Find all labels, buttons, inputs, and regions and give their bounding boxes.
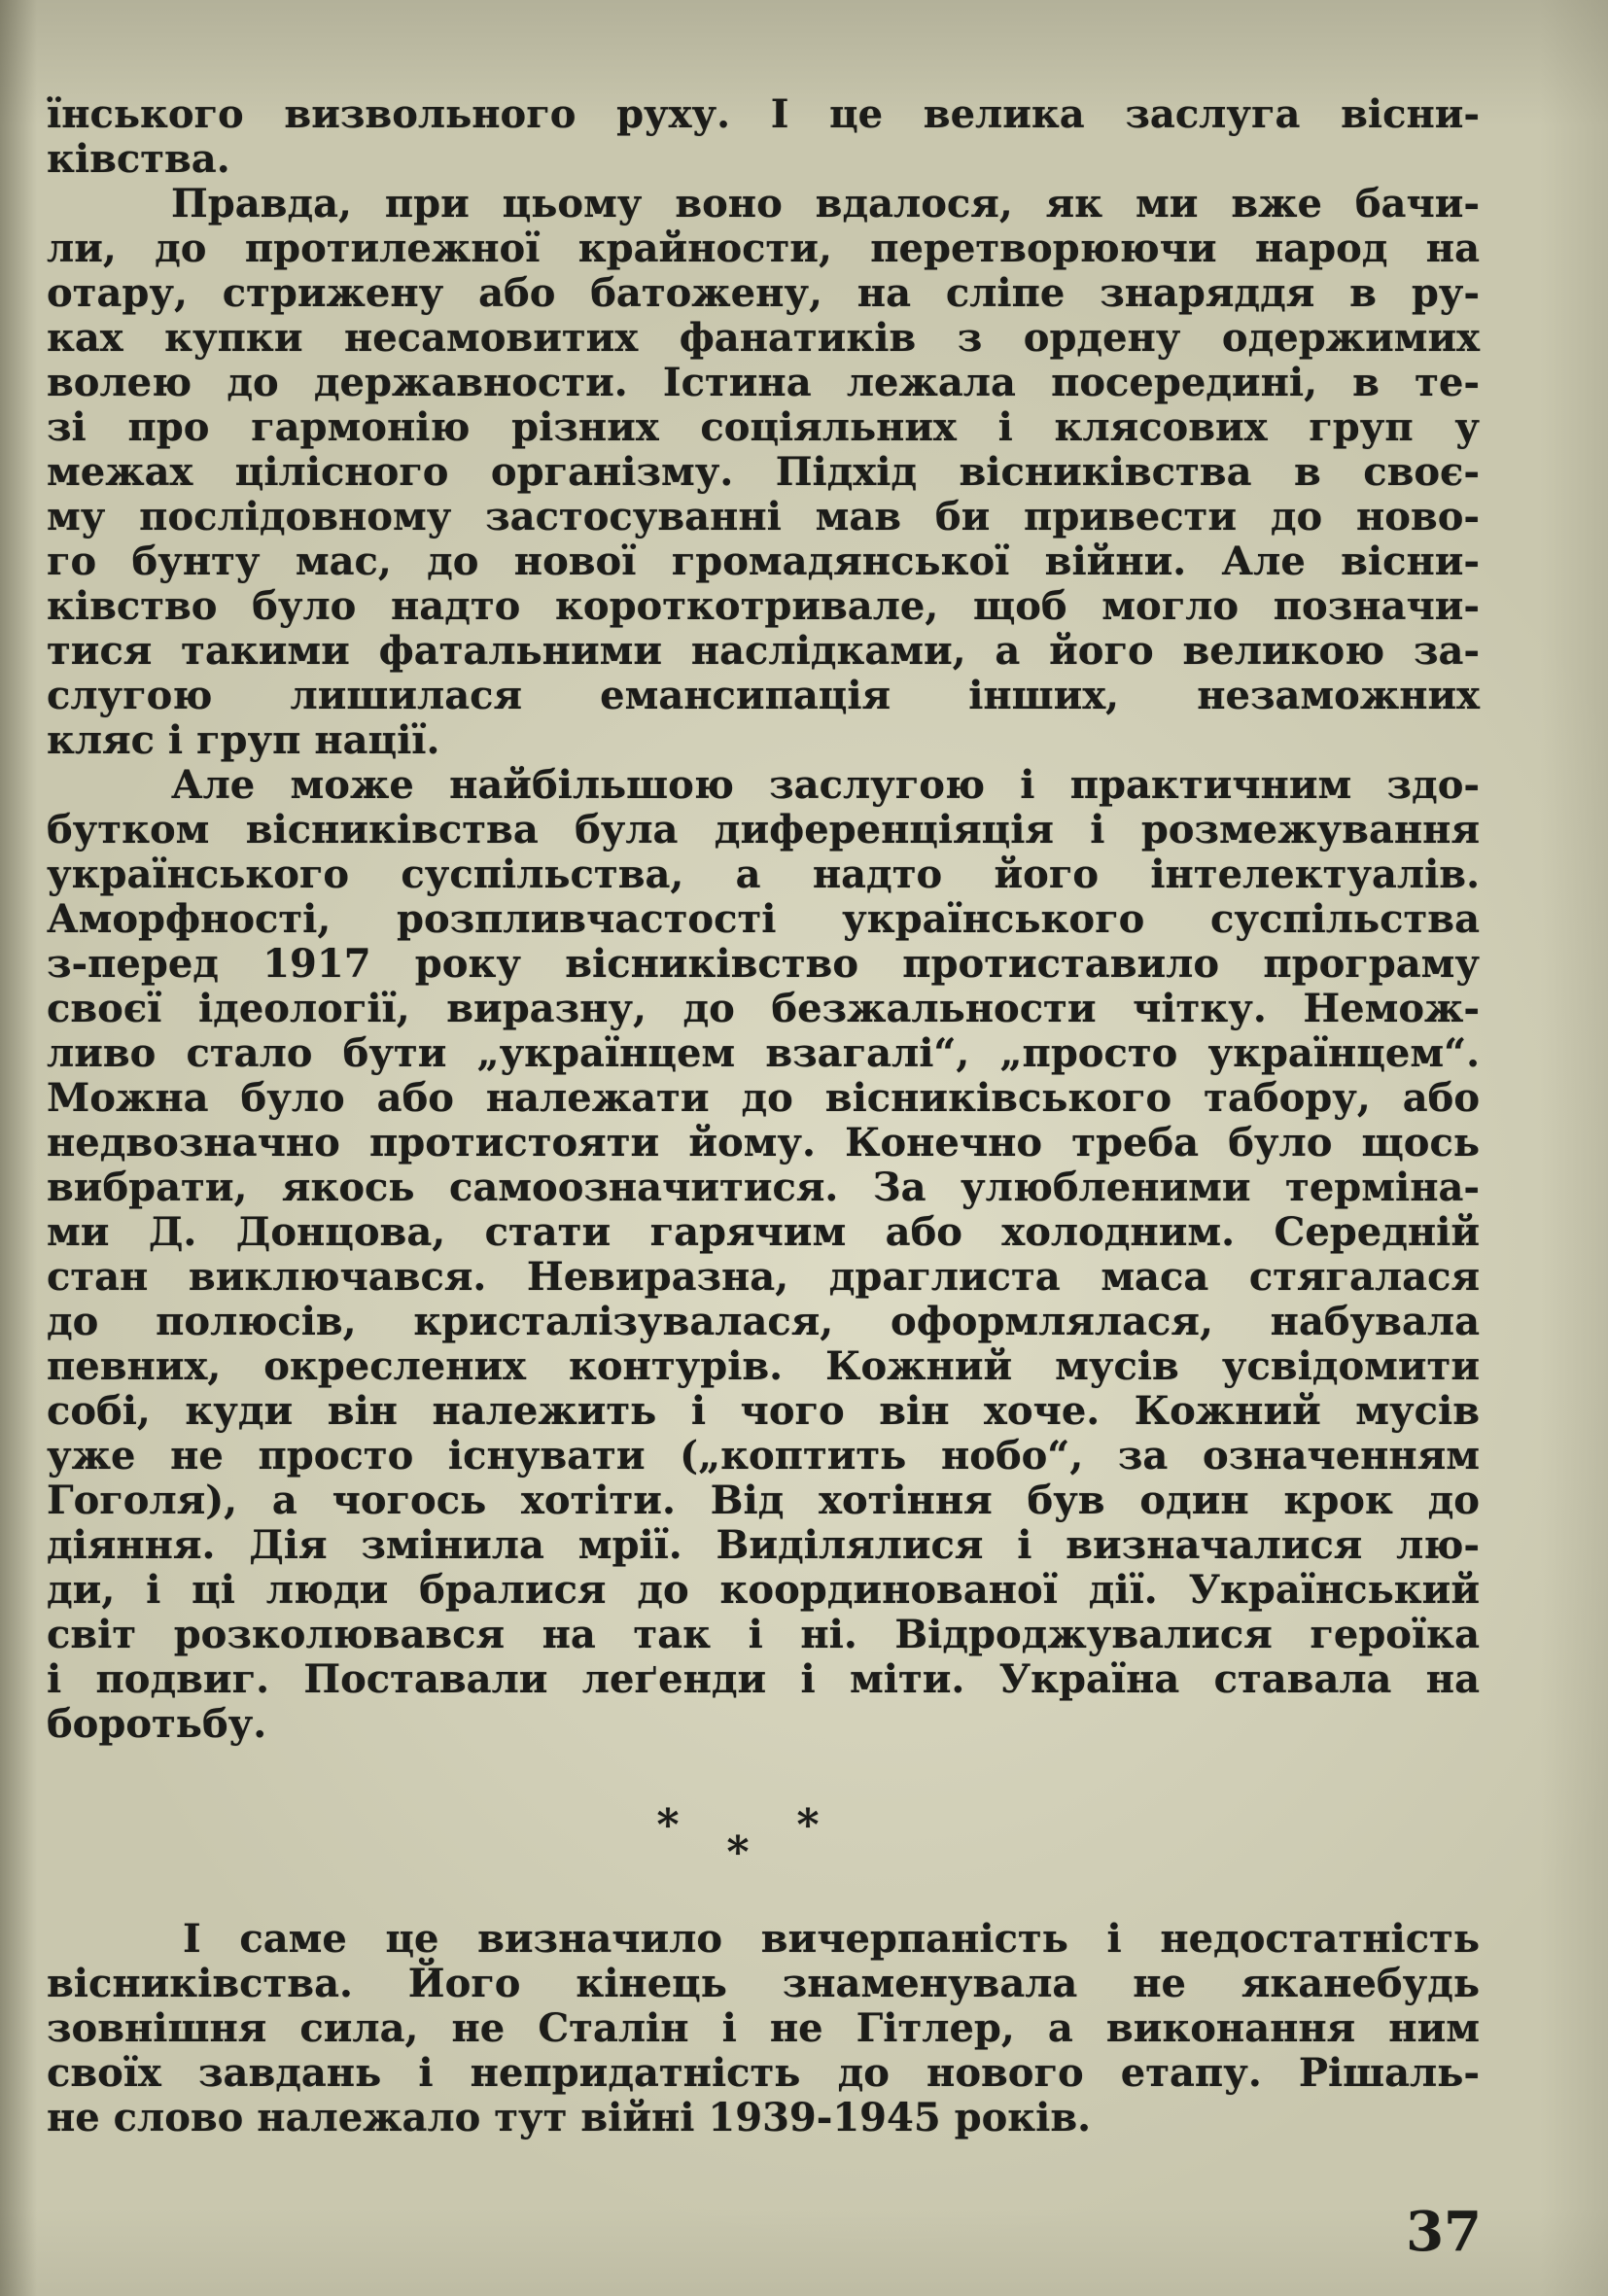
- text-line: до полюсів, кристалізувалася, оформлялася, набувала: [47, 1299, 1480, 1344]
- text-line: Але може найбільшою заслугою і практичним здо-: [171, 762, 1480, 808]
- text-line: стан виключався. Невиразна, драглиста маса стягалася: [47, 1254, 1480, 1300]
- text-line: і подвиг. Поставали леґенди і міти. Україна ставала на: [47, 1656, 1480, 1702]
- text-line: собі, куди він належить і чого він хоче. Кожний мусів: [47, 1388, 1480, 1434]
- text-line: І саме це визначило вичерпаність і недостатність: [183, 1916, 1480, 1962]
- main-text: [47, 92, 1480, 1747]
- text-line: го бунту мас, до нової громадянської війни. Але вісни-: [47, 539, 1480, 584]
- text-line: діяння. Дія змінила мрії. Виділялися і визначалися лю-: [47, 1522, 1480, 1568]
- text-line: ківства.: [47, 136, 230, 182]
- text-line: уже не просто існувати („коптить нобо“, за означенням: [47, 1433, 1480, 1478]
- text-line: зовнішня сила, не Сталін і не Гітлер, а виконання ним: [47, 2005, 1480, 2051]
- text-line: своїх завдань і непридатність до нового етапу. Рішаль-: [47, 2050, 1480, 2096]
- text-line: му послідовному застосуванні мав би привести до ново-: [47, 494, 1480, 539]
- text-line: Правда, при цьому воно вдалося, як ми вже бачи-: [171, 181, 1480, 226]
- asterisk: *: [726, 1827, 750, 1877]
- paragraph-continued: [47, 92, 1480, 182]
- asterisk: *: [656, 1800, 680, 1850]
- text-line: Аморфності, розпливчастості українського суспільства: [47, 896, 1480, 942]
- text-line: бутком вісниківства була диференціяція і розмежування: [47, 807, 1480, 852]
- text-line: Гоголя), а чогось хотіти. Від хотіння був один крок до: [47, 1478, 1480, 1523]
- text-line: з-перед 1917 року вісниківство протиставило програму: [47, 941, 1480, 987]
- text-line: боротьбу.: [47, 1701, 267, 1747]
- closing-text: [47, 1917, 1480, 2140]
- asterisk: *: [796, 1800, 820, 1850]
- text-line: вісниківства. Його кінець знаменувала не яканебудь: [47, 1961, 1480, 2006]
- text-line: вибрати, якось самоозначитися. За улюбленими терміна-: [47, 1165, 1480, 1210]
- paragraph: [47, 1917, 1480, 2140]
- text-line: ми Д. Донцова, стати гарячим або холодним. Середній: [47, 1209, 1480, 1255]
- text-line: не слово належало тут війні 1939-1945 років.: [47, 2095, 1092, 2140]
- text-line: тися такими фатальними наслідками, а його великою за-: [47, 628, 1480, 674]
- text-line: ди, і ці люди бралися до координованої дії. Український: [47, 1567, 1480, 1613]
- text-line: недвозначно протистояти йому. Конечно треба було щось: [47, 1120, 1480, 1165]
- text-line: слугою лишилася емансипація інших, незаможних: [47, 673, 1480, 718]
- text-line: українського суспільства, а надто його інтелектуалів.: [47, 852, 1480, 897]
- text-line: межах цілісного організму. Підхід вісниківства в своє-: [47, 449, 1480, 495]
- paragraph: [47, 182, 1480, 763]
- text-line: зі про гармонію різних соціяльних і клясових груп у: [47, 404, 1480, 450]
- text-line: отару, стрижену або батожену, на сліпе знаряддя в ру-: [47, 270, 1480, 316]
- text-line: ли, до протилежної крайности, перетворюючи народ на: [47, 226, 1480, 271]
- text-line: ках купки несамовитих фанатиків з ордену одержимих: [47, 315, 1480, 361]
- text-line: ківство було надто короткотривале, щоб могло позначи-: [47, 583, 1480, 629]
- text-line: певних, окреслених контурів. Кожний мусів усвідомити: [47, 1343, 1480, 1389]
- text-line: своєї ідеології, виразну, до безжальности чітку. Немож-: [47, 986, 1480, 1031]
- text-line: світ розколювався на так і ні. Відроджувалися героїка: [47, 1612, 1480, 1657]
- text-line: їнського визвольного руху. І це велика заслуга вісни-: [47, 91, 1480, 137]
- page-number: 37: [1406, 2200, 1482, 2264]
- text-line: ливо стало бути „українцем взагалі“, „просто українцем“.: [47, 1030, 1480, 1076]
- text-line: Можна було або належати до вісниківського табору, або: [47, 1075, 1480, 1121]
- paragraph: [47, 763, 1480, 1747]
- text-line: кляс і груп нації.: [47, 717, 440, 763]
- text-line: волею до державности. Істина лежала посередині, в те-: [47, 360, 1480, 405]
